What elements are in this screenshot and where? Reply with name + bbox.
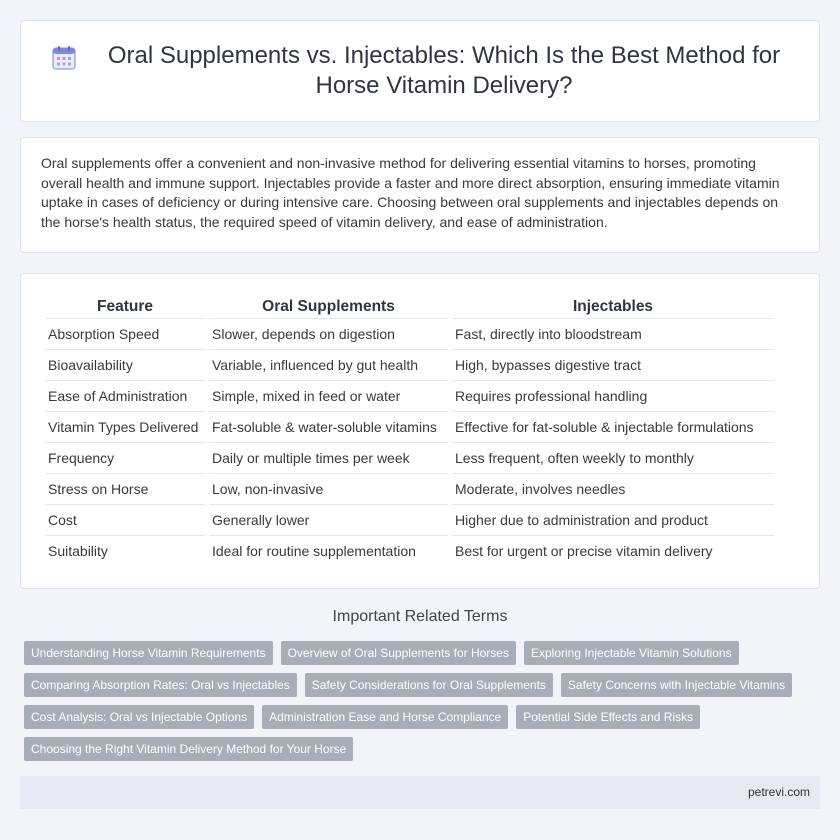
table-cell: Frequency (45, 442, 205, 473)
related-term-tag[interactable]: Understanding Horse Vitamin Requirements (24, 641, 273, 665)
column-header: Oral Supplements (262, 298, 395, 315)
table-row (45, 473, 774, 504)
table-cell: Moderate, involves needles (452, 473, 774, 504)
table-row (45, 349, 774, 380)
table-cell: Fat-soluble & water-soluble vitamins (209, 411, 448, 442)
intro-card (20, 137, 820, 253)
table-cell: Daily or multiple times per week (209, 442, 448, 473)
comparison-table (41, 296, 778, 566)
column-header: Injectables (572, 298, 654, 315)
header-card (20, 20, 820, 122)
table-cell: Requires professional handling (452, 380, 774, 411)
calendar-icon (51, 45, 77, 71)
related-term-tag[interactable]: Choosing the Right Vitamin Delivery Method for Your Horse (24, 737, 353, 761)
table-cell: Fast, directly into bloodstream (452, 318, 774, 349)
table-cell: Suitability (45, 535, 205, 566)
related-terms-heading: Important Related Terms (332, 608, 508, 625)
table-cell: Generally lower (209, 504, 448, 535)
table-cell: Effective for fat-soluble & injectable formulations (452, 411, 774, 442)
footer (20, 776, 820, 809)
related-term-tag[interactable]: Safety Considerations for Oral Supplements (305, 673, 553, 697)
related-term-tag[interactable]: Comparing Absorption Rates: Oral vs Injectables (24, 673, 297, 697)
table-row (45, 411, 774, 442)
table-cell: Absorption Speed (45, 318, 205, 349)
table-cell: High, bypasses digestive tract (452, 349, 774, 380)
table-cell: Ideal for routine supplementation (209, 535, 448, 566)
table-cell: Low, non-invasive (209, 473, 448, 504)
comparison-table-card (20, 273, 820, 589)
column-header: Feature (97, 298, 153, 315)
table-cell: Best for urgent or precise vitamin delivery (452, 535, 774, 566)
related-term-tag[interactable]: Cost Analysis: Oral vs Injectable Options (24, 705, 254, 729)
table-cell: Slower, depends on digestion (209, 318, 448, 349)
related-term-tag[interactable]: Overview of Oral Supplements for Horses (281, 641, 516, 665)
intro-paragraph: Oral supplements offer a convenient and non-invasive method for delivering essential vitamins to horses, promoting overall health and immune support. Injectables provide a faster and more direct absorption, ensuring immediate vitamin uptake in cases of deficiency or during intensive care. Choosing between oral supplements and injectables depends on the horse's health status, the required speed of vitamin delivery, and ease of administration. (41, 155, 780, 230)
table-cell: Ease of Administration (45, 380, 205, 411)
table-row (45, 442, 774, 473)
table-cell: Stress on Horse (45, 473, 205, 504)
table-header-row (45, 296, 774, 318)
table-row (45, 380, 774, 411)
related-terms-list (24, 641, 824, 769)
table-cell: Cost (45, 504, 205, 535)
footer-site-link[interactable]: petrevi.com (747, 785, 810, 799)
table-cell: Higher due to administration and product (452, 504, 774, 535)
related-term-tag[interactable]: Exploring Injectable Vitamin Solutions (524, 641, 739, 665)
related-term-tag[interactable]: Potential Side Effects and Risks (516, 705, 700, 729)
table-cell: Bioavailability (45, 349, 205, 380)
table-cell: Vitamin Types Delivered (45, 411, 205, 442)
table-cell: Variable, influenced by gut health (209, 349, 448, 380)
related-term-tag[interactable]: Safety Concerns with Injectable Vitamins (561, 673, 792, 697)
page-title: Oral Supplements vs. Injectables: Which Is the Best Method for Horse Vitamin Delivery? (107, 42, 781, 99)
table-row (45, 504, 774, 535)
table-cell: Simple, mixed in feed or water (209, 380, 448, 411)
table-row (45, 318, 774, 349)
related-term-tag[interactable]: Administration Ease and Horse Compliance (262, 705, 508, 729)
table-row (45, 535, 774, 566)
table-cell: Less frequent, often weekly to monthly (452, 442, 774, 473)
